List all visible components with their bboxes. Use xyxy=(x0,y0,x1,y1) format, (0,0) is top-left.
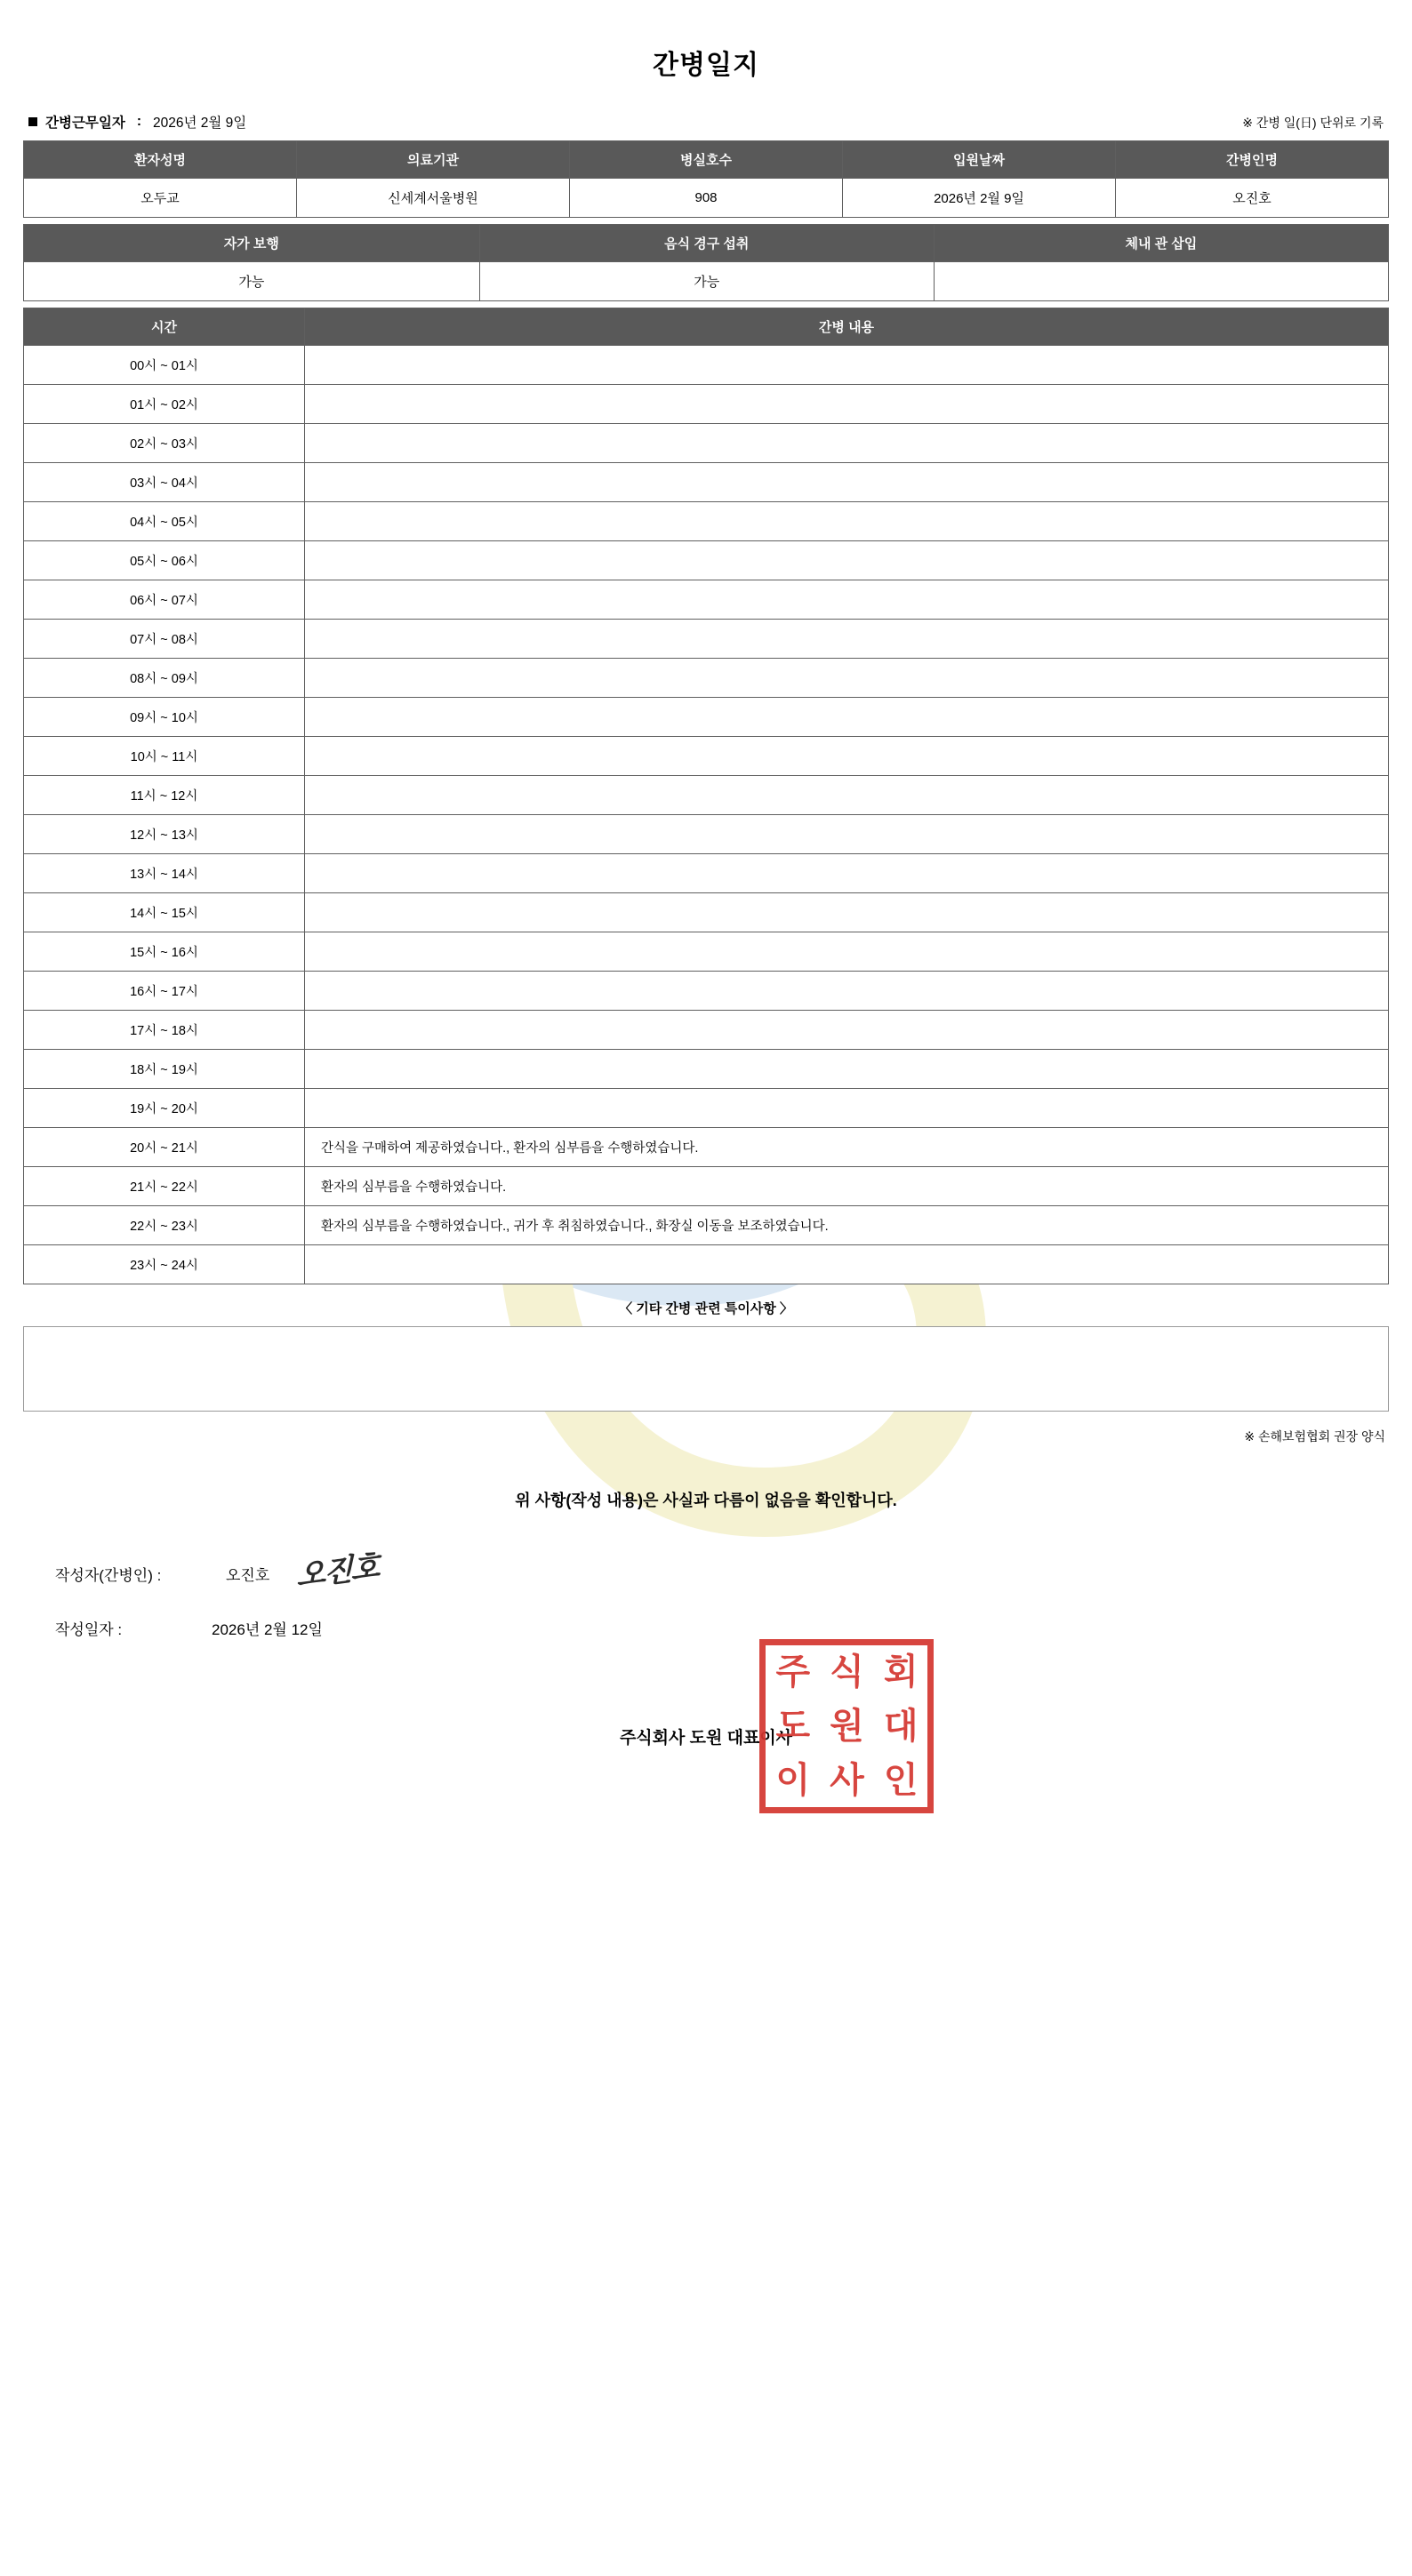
col-self-walking: 자가 보행 xyxy=(24,225,480,262)
table-header-row xyxy=(24,141,1389,179)
confirmation-statement: 위 사항(작성 내용)은 사실과 다름이 없음을 확인합니다. xyxy=(515,1492,897,1509)
care-note[interactable] xyxy=(305,385,1389,424)
work-date-separator: : xyxy=(136,114,142,129)
time-label: 00시 ~ 01시 xyxy=(24,346,305,385)
signature-block xyxy=(23,1541,1389,1639)
care-note[interactable] xyxy=(305,776,1389,815)
condition-table xyxy=(23,224,1389,301)
table-row xyxy=(24,1050,1389,1089)
write-date-value: 2026년 2월 12일 xyxy=(212,1621,323,1638)
time-label: 14시 ~ 15시 xyxy=(24,893,305,932)
table-row xyxy=(24,385,1389,424)
table-row xyxy=(24,502,1389,541)
col-room-number: 병실호수 xyxy=(570,141,843,179)
care-log-table xyxy=(23,308,1389,1284)
table-row xyxy=(24,541,1389,580)
patient-info-table xyxy=(23,140,1389,218)
table-row xyxy=(24,932,1389,972)
seal-char: 이 xyxy=(775,1760,810,1800)
table-row xyxy=(24,346,1389,385)
care-note[interactable] xyxy=(305,620,1389,659)
time-label: 20시 ~ 21시 xyxy=(24,1128,305,1167)
care-note[interactable] xyxy=(305,698,1389,737)
value-admission-date: 2026년 2월 9일 xyxy=(843,179,1116,218)
time-label: 08시 ~ 09시 xyxy=(24,659,305,698)
table-row xyxy=(24,463,1389,502)
care-note[interactable] xyxy=(305,737,1389,776)
value-oral-intake: 가능 xyxy=(479,262,934,301)
seal-char: 주 xyxy=(775,1652,810,1692)
time-label: 11시 ~ 12시 xyxy=(24,776,305,815)
time-label: 05시 ~ 06시 xyxy=(24,541,305,580)
col-admission-date: 입원날짜 xyxy=(843,141,1116,179)
time-label: 10시 ~ 11시 xyxy=(24,737,305,776)
time-label: 06시 ~ 07시 xyxy=(24,580,305,620)
square-bullet-icon xyxy=(28,117,37,126)
care-note[interactable]: 환자의 심부름을 수행하였습니다. xyxy=(305,1167,1389,1206)
col-caregiver-name: 간병인명 xyxy=(1116,141,1389,179)
table-row xyxy=(24,262,1389,301)
company-row xyxy=(23,1639,1389,1800)
care-note[interactable] xyxy=(305,893,1389,932)
time-label: 13시 ~ 14시 xyxy=(24,854,305,893)
col-oral-intake: 음식 경구 섭취 xyxy=(479,225,934,262)
handwritten-signature: 오진호 xyxy=(296,1548,379,1595)
care-note[interactable] xyxy=(305,1089,1389,1128)
time-label: 18시 ~ 19시 xyxy=(24,1050,305,1089)
value-self-walking: 가능 xyxy=(24,262,480,301)
table-row xyxy=(24,1206,1389,1245)
table-row xyxy=(24,815,1389,854)
col-time: 시간 xyxy=(24,308,305,346)
time-label: 12시 ~ 13시 xyxy=(24,815,305,854)
table-row xyxy=(24,698,1389,737)
company-seal-stamp xyxy=(759,1639,934,1813)
writer-row xyxy=(55,1541,1389,1603)
care-note[interactable]: 환자의 심부름을 수행하였습니다., 귀가 후 취침하였습니다., 화장실 이동을 보조하였습니다. xyxy=(305,1206,1389,1245)
table-row xyxy=(24,776,1389,815)
col-care-content: 간병 내용 xyxy=(305,308,1389,346)
seal-char: 인 xyxy=(883,1760,918,1800)
time-label: 23시 ~ 24시 xyxy=(24,1245,305,1284)
time-label: 17시 ~ 18시 xyxy=(24,1011,305,1050)
care-note[interactable] xyxy=(305,815,1389,854)
table-row xyxy=(24,620,1389,659)
time-label: 07시 ~ 08시 xyxy=(24,620,305,659)
etc-textarea[interactable] xyxy=(23,1326,1389,1412)
page-title: 간병일지 xyxy=(653,51,759,80)
seal-char: 대 xyxy=(883,1706,918,1746)
table-header-row xyxy=(24,308,1389,346)
care-note[interactable] xyxy=(305,932,1389,972)
table-row xyxy=(24,1011,1389,1050)
care-note[interactable] xyxy=(305,659,1389,698)
table-row xyxy=(24,659,1389,698)
care-note[interactable] xyxy=(305,424,1389,463)
care-note[interactable] xyxy=(305,346,1389,385)
meta-row xyxy=(23,91,1389,140)
time-label: 15시 ~ 16시 xyxy=(24,932,305,972)
value-internal-tube xyxy=(934,262,1388,301)
care-note[interactable]: 간식을 구매하여 제공하였습니다., 환자의 심부름을 수행하였습니다. xyxy=(305,1128,1389,1167)
write-date-label: 작성일자 : xyxy=(55,1621,123,1638)
time-label: 19시 ~ 20시 xyxy=(24,1089,305,1128)
care-note[interactable] xyxy=(305,463,1389,502)
time-label: 03시 ~ 04시 xyxy=(24,463,305,502)
table-row xyxy=(24,893,1389,932)
seal-char: 식 xyxy=(830,1652,863,1692)
seal-char: 도 xyxy=(775,1706,810,1746)
writer-label: 작성자(간병인) : xyxy=(55,1567,162,1584)
care-note[interactable] xyxy=(305,541,1389,580)
time-label: 16시 ~ 17시 xyxy=(24,972,305,1011)
table-row xyxy=(24,179,1389,218)
table-row xyxy=(24,580,1389,620)
table-row xyxy=(24,972,1389,1011)
care-note[interactable] xyxy=(305,1050,1389,1089)
table-row xyxy=(24,1089,1389,1128)
association-note: ※ 손해보험협회 권장 양식 xyxy=(1244,1429,1385,1444)
value-room-number: 908 xyxy=(570,179,843,218)
col-hospital: 의료기관 xyxy=(297,141,570,179)
value-patient-name: 오두교 xyxy=(24,179,297,218)
table-row xyxy=(24,1245,1389,1284)
time-label: 04시 ~ 05시 xyxy=(24,502,305,541)
care-note[interactable] xyxy=(305,580,1389,620)
care-note[interactable] xyxy=(305,1245,1389,1284)
work-date-label: 간병근무일자 xyxy=(45,116,125,131)
table-header-row xyxy=(24,225,1389,262)
care-note[interactable] xyxy=(305,1011,1389,1050)
care-note[interactable] xyxy=(305,854,1389,893)
time-label: 22시 ~ 23시 xyxy=(24,1206,305,1245)
time-label: 01시 ~ 02시 xyxy=(24,385,305,424)
time-label: 21시 ~ 22시 xyxy=(24,1167,305,1206)
work-date-value: 2026년 2월 9일 xyxy=(153,116,247,131)
table-row xyxy=(24,737,1389,776)
care-note[interactable] xyxy=(305,972,1389,1011)
seal-char: 사 xyxy=(830,1760,863,1800)
etc-section-title: 〈 기타 간병 관련 특이사항 〉 xyxy=(619,1301,793,1316)
value-hospital: 신세계서울병원 xyxy=(297,179,570,218)
table-row xyxy=(24,854,1389,893)
care-note[interactable] xyxy=(305,502,1389,541)
seal-char: 원 xyxy=(830,1706,863,1746)
seal-char: 회 xyxy=(883,1652,918,1692)
work-date-group xyxy=(28,112,246,132)
value-caregiver-name: 오진호 xyxy=(1116,179,1389,218)
company-name: 주식회사 도원 대표이사 xyxy=(619,1729,793,1748)
col-internal-tube: 체내 관 삽입 xyxy=(934,225,1388,262)
col-patient-name: 환자성명 xyxy=(24,141,297,179)
table-row xyxy=(24,1167,1389,1206)
time-label: 02시 ~ 03시 xyxy=(24,424,305,463)
time-label: 09시 ~ 10시 xyxy=(24,698,305,737)
unit-note: ※ 간병 일(日) 단위로 기록 xyxy=(1242,116,1384,130)
table-row xyxy=(24,1128,1389,1167)
table-row xyxy=(24,424,1389,463)
writer-name: 오진호 xyxy=(226,1567,270,1584)
date-row xyxy=(55,1603,1389,1639)
